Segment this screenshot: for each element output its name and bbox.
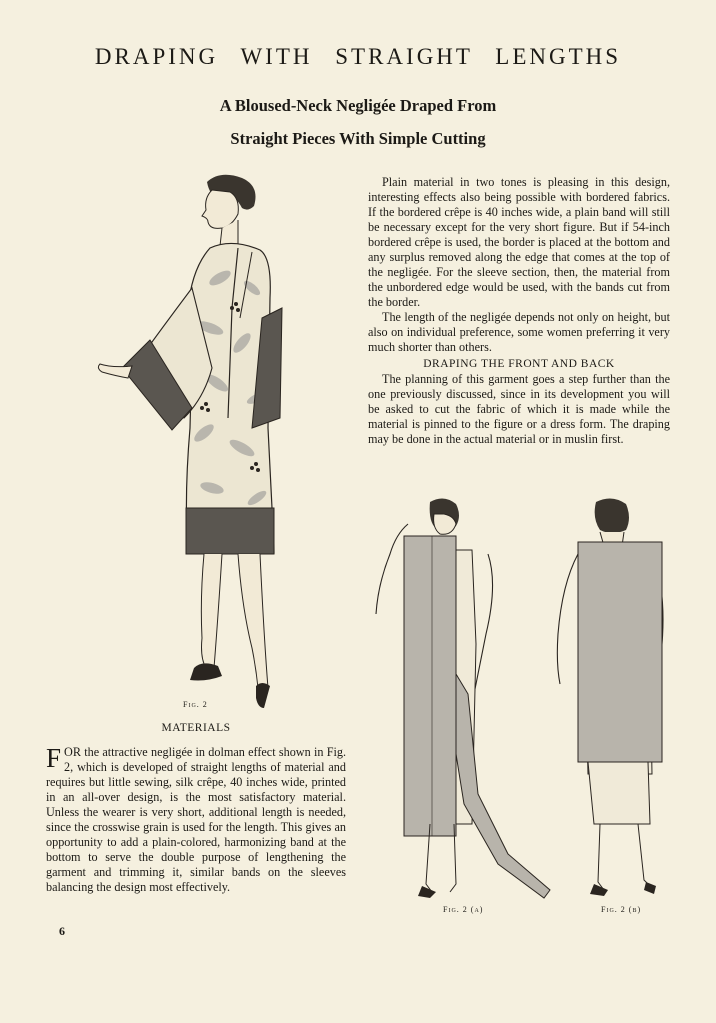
materials-text: OR the attractive negligée in dolman effect shown in Fig. 2, which is developed of straight lengths of material and requires but little sewing, silk crêpe, 40 inches wide, printed in an all-over design, is the most satisfactory material. Unless the wearer is very short, additional length is needed, since the crosswise grain is used for the length. This gives an opportunity to add a plain-colored, harmonizing band at the bottom to serve the double purpose of lengthening the garment and trimming it, similar bands on the sleeves balancing the design most effectively. <box>46 745 346 894</box>
fig-2a-front-draping-illustration <box>368 494 556 900</box>
fig-2a-caption: Fig. 2 (a) <box>443 905 484 914</box>
draping-heading: DRAPING THE FRONT AND BACK <box>423 358 615 370</box>
subtitle-line-2: Straight Pieces With Simple Cutting <box>230 129 486 148</box>
page-number: 6 <box>59 924 65 938</box>
right-para-3: The planning of this garment goes a step further than the one previously discussed, since in its development you will be asked to cut the fabric of which it is made while the material is pinned to the figure or a dress form. The draping may be done in the actual material or in muslin first. <box>368 372 670 446</box>
fig-2-caption: Fig. 2 <box>183 700 208 709</box>
materials-paragraph <box>46 745 346 895</box>
materials-column <box>46 745 346 895</box>
page-title: DRAPING WITH STRAIGHT LENGTHS <box>94 44 622 69</box>
fig-2b-back-draping-illustration <box>548 494 678 900</box>
right-para-1: Plain material in two tones is pleasing in this design, interesting effects also being possible with bordered fabrics. If the bordered crêpe is 40 inches wide, a plain band will still be necessary except for the very short figure. But if 54-inch bordered crêpe is used, the border is placed at the bottom and any surplus removed along the edge that comes at the top of the negligée. For the sleeve section, then, the material from the unbordered edge would be used, with the bands cut from the border. <box>368 175 670 309</box>
negligee-figure-illustration <box>92 168 282 716</box>
right-para-2: The length of the negligée depends not only on height, but also on individual preference, some women preferring it very much shorter than others. <box>368 310 670 354</box>
right-column <box>368 175 670 447</box>
materials-heading: MATERIALS <box>161 722 231 734</box>
fig-2b-caption: Fig. 2 (b) <box>601 905 642 914</box>
drop-cap: F <box>46 743 62 773</box>
subtitle-line-1: A Bloused-Neck Negligée Draped From <box>219 96 497 115</box>
